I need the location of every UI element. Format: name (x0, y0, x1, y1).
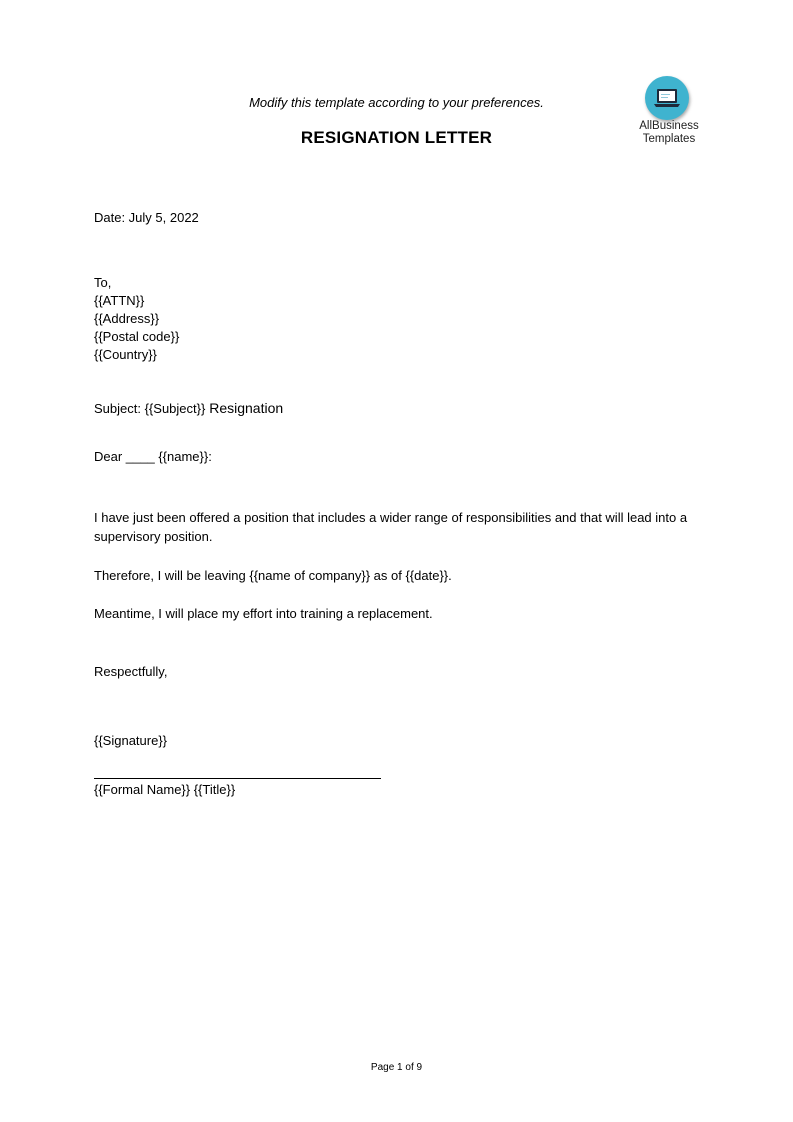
recipient-attn: {{ATTN}} (94, 293, 145, 308)
allbusiness-logo (626, 74, 712, 150)
template-instruction: Modify this template according to your preferences. (249, 95, 544, 110)
salutation: Dear ____ {{name}}: (94, 449, 212, 464)
subject-tail: Resignation (205, 400, 284, 416)
closing: Respectfully, (94, 664, 168, 679)
page-number: Page 1 of 9 (370, 1062, 423, 1073)
letter-date: Date: July 5, 2022 (94, 210, 199, 225)
recipient-country: {{Country}} (94, 347, 157, 362)
body-paragraph-3: Meantime, I will place my effort into training a replacement. (94, 606, 433, 621)
logo-circle (645, 76, 689, 120)
body-paragraph-2: Therefore, I will be leaving {{name of company}} as of {{date}}. (94, 568, 452, 583)
formal-name-title: {{Formal Name}} {{Title}} (94, 782, 236, 797)
laptop-icon (645, 76, 689, 120)
recipient-postal-code: {{Postal code}} (94, 329, 180, 344)
signature-placeholder: {{Signature}} (94, 733, 168, 748)
recipient-address: {{Address}} (94, 311, 160, 326)
logo-line2: Templates (642, 133, 696, 145)
logo-text (626, 120, 712, 146)
subject-line (94, 400, 283, 416)
signature-line (94, 778, 381, 779)
body-paragraph-1: I have just been offered a position that includes a wider range of responsibilities and that will lead into a supervisory position. (94, 510, 688, 544)
recipient-to: To, (94, 275, 112, 290)
subject-label: Subject: {{Subject}} (94, 401, 206, 416)
logo-line1: AllBusiness (639, 120, 699, 132)
document-title: RESIGNATION LETTER (300, 128, 493, 147)
